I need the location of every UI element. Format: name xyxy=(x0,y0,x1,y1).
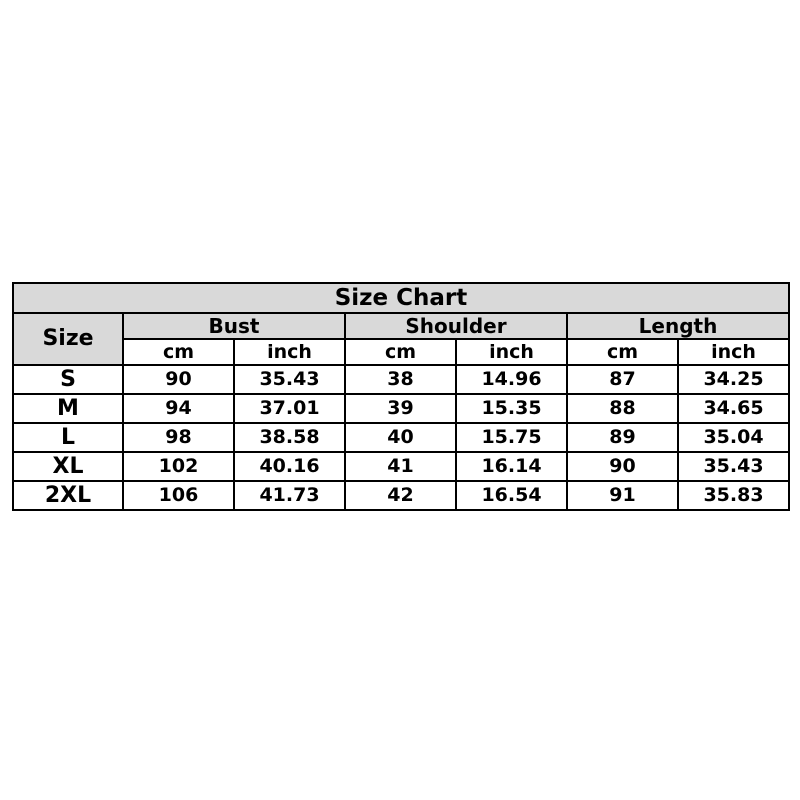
bust-cm-cell: 90 xyxy=(123,365,234,394)
size-label: M xyxy=(13,394,123,423)
bust-inch-cell: 38.58 xyxy=(234,423,345,452)
table-row-xl xyxy=(13,452,789,481)
length-inch-cell: 34.25 xyxy=(678,365,789,394)
shoulder-cm-cell: 42 xyxy=(345,481,456,510)
shoulder-cm-cell: 39 xyxy=(345,394,456,423)
bust-cm-cell: 98 xyxy=(123,423,234,452)
length-cm-cell: 90 xyxy=(567,452,678,481)
bust-cm-header: cm xyxy=(123,339,234,365)
shoulder-inch-cell: 16.54 xyxy=(456,481,567,510)
bust-inch-cell: 37.01 xyxy=(234,394,345,423)
length-inch-cell: 34.65 xyxy=(678,394,789,423)
shoulder-inch-cell: 15.75 xyxy=(456,423,567,452)
length-inch-cell: 35.83 xyxy=(678,481,789,510)
bust-cm-cell: 94 xyxy=(123,394,234,423)
size-chart-table xyxy=(12,282,790,511)
shoulder-cm-cell: 38 xyxy=(345,365,456,394)
shoulder-inch-cell: 14.96 xyxy=(456,365,567,394)
size-label: S xyxy=(13,365,123,394)
bust-cm-cell: 102 xyxy=(123,452,234,481)
length-inch-cell: 35.04 xyxy=(678,423,789,452)
bust-inch-cell: 35.43 xyxy=(234,365,345,394)
table-row-2xl xyxy=(13,481,789,510)
bust-inch-cell: 41.73 xyxy=(234,481,345,510)
bust-inch-header: inch xyxy=(234,339,345,365)
shoulder-inch-cell: 15.35 xyxy=(456,394,567,423)
table-row-m xyxy=(13,394,789,423)
length-inch-header: inch xyxy=(678,339,789,365)
size-label: 2XL xyxy=(13,481,123,510)
length-cm-cell: 91 xyxy=(567,481,678,510)
shoulder-cm-cell: 40 xyxy=(345,423,456,452)
shoulder-cm-header: cm xyxy=(345,339,456,365)
length-cm-header: cm xyxy=(567,339,678,365)
bust-header: Bust xyxy=(123,313,345,339)
shoulder-inch-header: inch xyxy=(456,339,567,365)
bust-inch-cell: 40.16 xyxy=(234,452,345,481)
shoulder-header: Shoulder xyxy=(345,313,567,339)
size-label: L xyxy=(13,423,123,452)
chart-title: Size Chart xyxy=(13,283,789,313)
length-header: Length xyxy=(567,313,789,339)
length-cm-cell: 88 xyxy=(567,394,678,423)
length-cm-cell: 87 xyxy=(567,365,678,394)
shoulder-inch-cell: 16.14 xyxy=(456,452,567,481)
length-inch-cell: 35.43 xyxy=(678,452,789,481)
size-label: XL xyxy=(13,452,123,481)
table-row-l xyxy=(13,423,789,452)
bust-cm-cell: 106 xyxy=(123,481,234,510)
size-column-header: Size xyxy=(13,313,123,365)
length-cm-cell: 89 xyxy=(567,423,678,452)
table-row-s xyxy=(13,365,789,394)
shoulder-cm-cell: 41 xyxy=(345,452,456,481)
